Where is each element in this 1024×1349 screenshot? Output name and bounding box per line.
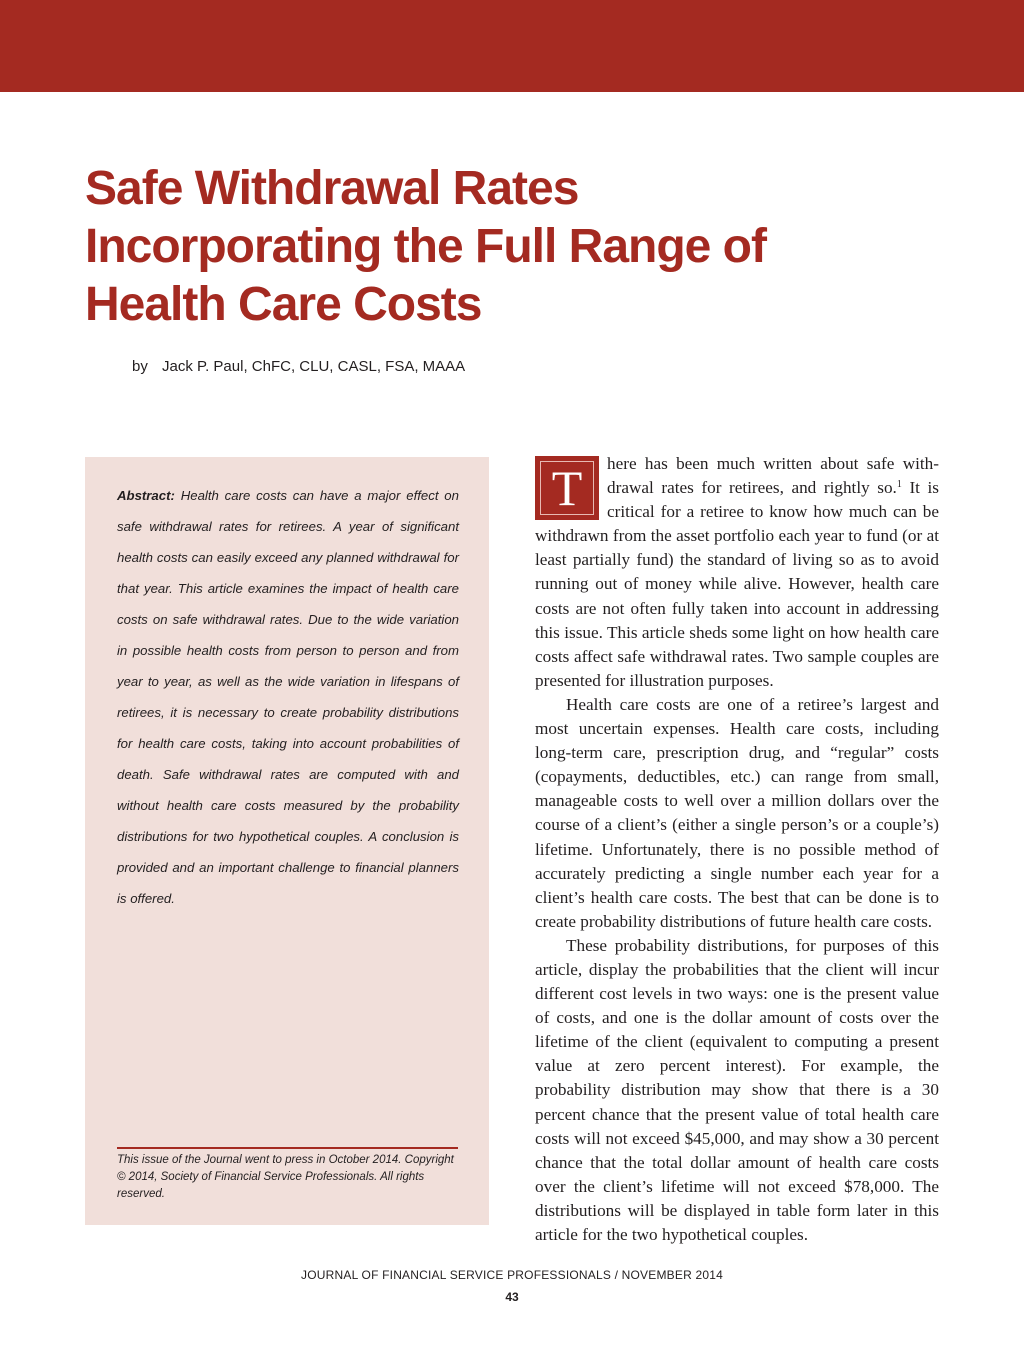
byline-prefix: by — [132, 358, 148, 375]
byline — [132, 358, 465, 375]
article-title — [85, 160, 965, 334]
divider — [117, 1147, 458, 1149]
paragraph-text: here has been much written about safe withdrawal rates for retirees, and rightly so. — [607, 454, 939, 498]
abstract — [117, 480, 459, 914]
journal-footer: JOURNAL OF FINANCIAL SERVICE PROFESSIONALS / NOVEMBER 2014 — [301, 1268, 723, 1282]
body-column — [535, 452, 939, 1247]
author-name: Jack P. Paul, ChFC, CLU, CASL, FSA, MAAA — [162, 358, 466, 375]
abstract-text: Health care costs can have a major effect on safe withdrawal rates for retirees. A year of significant health costs can easily exceed any planned withdrawal for that year. This article examines the impact of health care costs on safe withdrawal rates. Due to the wide variation in possible health costs from person to person and from year to year, as well as the wide variation in lifespans of retirees, it is necessary to create probability distributions for health care costs, taking into account probabilities of death. Safe withdrawal rates are computed with and without health care costs measured by the probability distributions for two hypothetical couples. A conclusion is provided and an important challenge to financial planners is offered. — [117, 488, 459, 906]
title-line: Health Care Costs — [85, 278, 482, 331]
header-band — [0, 0, 1024, 92]
body-paragraph: These probability distributions, for purposes of this article, display the probabilities that the client will incur different cost levels in two ways: one is the present value of costs, and one is the dollar amount of costs over the lifetime of the client (equivalent to computing a present value at zero percent interest). For example, the probability distribution may show that there is a 30 percent chance that the present value of total health care costs will not exceed $45,000, and may show a 30 percent chance that the total dollar amount of health care costs over the client’s lifetime will not exceed $78,000. The distributions will be displayed in table form later in this article for the two hypothetical couples. — [535, 935, 939, 1244]
title-line: Safe Withdrawal Rates — [85, 162, 579, 215]
paragraph-text: It is critical for a retiree to know how much can be withdrawn from the asset portfolio each year to fund (or at least partially fund) the standard of living so as to avoid running out of money while alive. However, health care costs are not often fully taken into account in addressing this issue. This article sheds some light on how health care costs affect safe withdrawal rates. Two sample couples are presented for illustration purposes. — [535, 478, 939, 690]
drop-cap — [535, 456, 599, 520]
body-paragraph — [535, 452, 939, 693]
title-line: Incorporating the Full Range of — [85, 220, 766, 273]
press-note: This issue of the Journal went to press in October 2014. Copyright © 2014, Society of Financial Service Professionals. All rights reserved. — [117, 1154, 454, 1200]
footnote-ref[interactable]: 1 — [896, 479, 902, 491]
abstract-label: Abstract: — [117, 488, 175, 503]
body-paragraph: Health care costs are one of a retiree’s largest and most uncertain expenses. Health care costs, including long-term care, prescription drug, and “regular” costs (copayments, deductibles, etc.) can range from small, manageable costs to well over a million dollars over the course of a client’s (either a single person’s or a couple’s) lifetime. Unfortunately, there is no possible method of accurately predicting a single number each year for a client’s health care costs. The best that can be done is to create probability distributions of future health care costs. — [535, 694, 939, 931]
drop-cap-letter: T — [540, 461, 594, 515]
page-number: 43 — [505, 1290, 519, 1304]
